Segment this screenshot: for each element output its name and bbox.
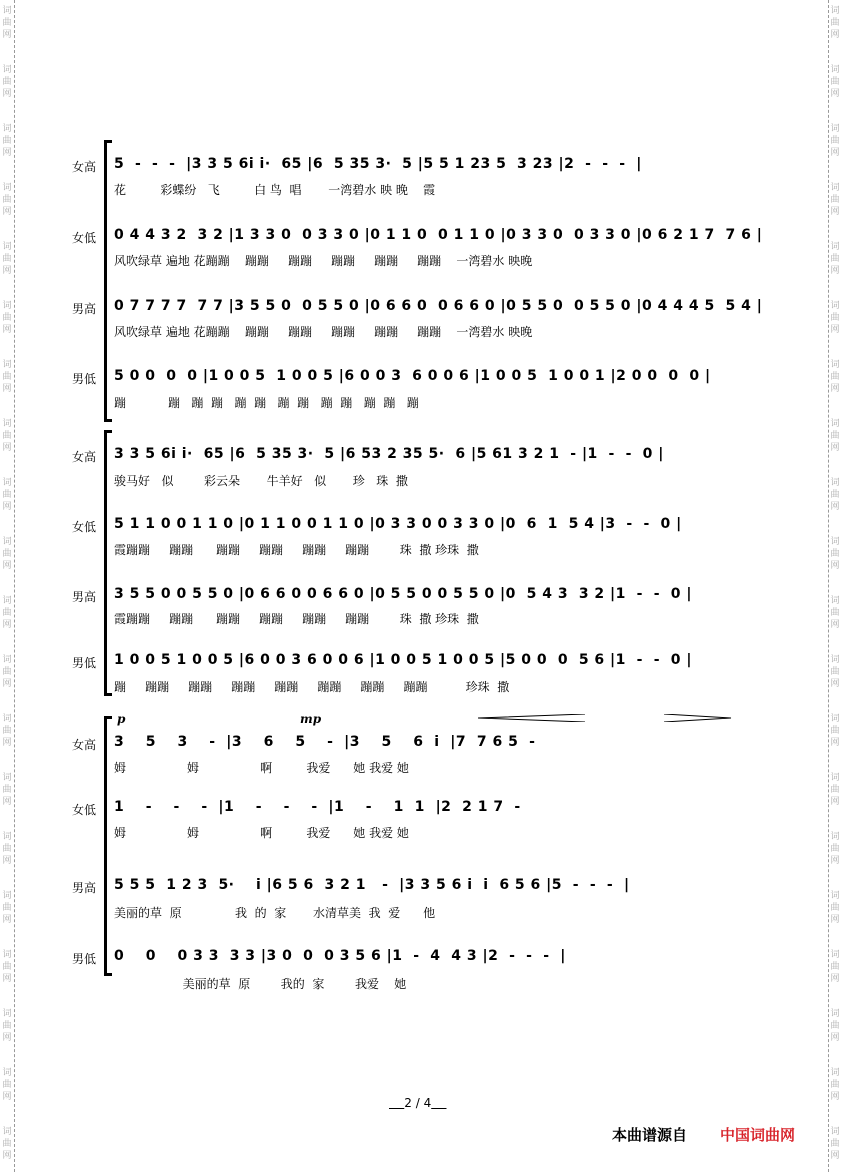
watermark-glyph: 网 bbox=[2, 974, 12, 984]
watermark-glyph: 网 bbox=[2, 915, 12, 925]
watermark-glyph: 词 bbox=[2, 65, 12, 75]
watermark-glyph: 曲 bbox=[2, 77, 12, 87]
watermark-glyph: 词 bbox=[830, 773, 840, 783]
watermark-glyph: 曲 bbox=[2, 1080, 12, 1090]
watermark-glyph: 词 bbox=[830, 6, 840, 16]
watermark-glyph: 网 bbox=[830, 974, 840, 984]
watermark-glyph: 曲 bbox=[830, 1080, 840, 1090]
staff-notes: 5 1 1 0 0 1 1 0 |0 1 1 0 0 1 1 0 |0 3 3 0 0 3 3 0 |0 6 1 5 4 |3 - - 0 | bbox=[114, 516, 682, 532]
watermark-glyph: 网 bbox=[830, 561, 840, 571]
watermark-glyph: 曲 bbox=[2, 962, 12, 972]
right-edge-strip bbox=[828, 0, 843, 1172]
watermark-glyph: 曲 bbox=[830, 313, 840, 323]
watermark-glyph: 网 bbox=[2, 856, 12, 866]
part-label-bass: 男低 bbox=[72, 656, 97, 670]
staff-lyrics: 美丽的草 原 我的 家 我爱 她 bbox=[114, 977, 407, 991]
watermark-glyph: 曲 bbox=[2, 608, 12, 618]
watermark-glyph: 曲 bbox=[2, 18, 12, 28]
watermark-glyph: 词 bbox=[2, 714, 12, 724]
watermark-glyph: 词 bbox=[830, 714, 840, 724]
watermark-glyph: 网 bbox=[830, 443, 840, 453]
watermark-glyph: 曲 bbox=[2, 903, 12, 913]
staff-notes: 3 5 3 - |3 6 5 - |3 5 6 i |7 7 6 5 - bbox=[114, 734, 536, 750]
watermark-glyph: 网 bbox=[830, 1033, 840, 1043]
watermark-glyph: 曲 bbox=[830, 490, 840, 500]
watermark-glyph: 曲 bbox=[2, 667, 12, 677]
crescendo-hairpin bbox=[478, 714, 586, 722]
watermark-glyph: 网 bbox=[2, 1151, 12, 1161]
watermark-glyph: 网 bbox=[2, 620, 12, 630]
staff-lyrics: 花 彩蝶纷 飞 白 鸟 唱 一湾碧水 映 晚 霞 bbox=[114, 183, 436, 197]
staff-lyrics: 姆 姆 啊 我爱 她 我爱 她 bbox=[114, 761, 409, 775]
watermark-glyph: 词 bbox=[830, 596, 840, 606]
watermark-glyph: 词 bbox=[830, 655, 840, 665]
staff-notes: 1 - - - |1 - - - |1 - 1 1 |2 2 1 7 - bbox=[114, 799, 521, 815]
watermark-glyph: 网 bbox=[2, 384, 12, 394]
watermark-glyph: 词 bbox=[830, 950, 840, 960]
part-label-tenor: 男高 bbox=[72, 881, 97, 895]
watermark-glyph: 网 bbox=[830, 384, 840, 394]
watermark-glyph: 词 bbox=[830, 419, 840, 429]
staff-lyrics: 姆 姆 啊 我爱 她 我爱 她 bbox=[114, 826, 409, 840]
source-brand-link[interactable]: 中国词曲网 bbox=[720, 1126, 796, 1144]
watermark-glyph: 词 bbox=[830, 478, 840, 488]
watermark-glyph: 网 bbox=[2, 561, 12, 571]
watermark-glyph: 曲 bbox=[830, 549, 840, 559]
watermark-glyph: 词 bbox=[2, 183, 12, 193]
part-label-bass: 男低 bbox=[72, 952, 97, 966]
watermark-glyph: 网 bbox=[2, 148, 12, 158]
watermark-glyph: 网 bbox=[830, 620, 840, 630]
watermark-glyph: 词 bbox=[2, 124, 12, 134]
watermark-glyph: 网 bbox=[830, 266, 840, 276]
watermark-glyph: 网 bbox=[2, 30, 12, 40]
watermark-glyph: 网 bbox=[830, 679, 840, 689]
system-brace bbox=[104, 718, 107, 974]
watermark-glyph: 词 bbox=[2, 596, 12, 606]
left-edge-strip bbox=[0, 0, 15, 1172]
watermark-glyph: 网 bbox=[830, 148, 840, 158]
staff-lyrics: 美丽的草 原 我 的 家 水清草美 我 爱 他 bbox=[114, 906, 436, 920]
watermark-glyph: 词 bbox=[830, 183, 840, 193]
watermark-glyph: 网 bbox=[830, 325, 840, 335]
part-label-soprano: 女高 bbox=[72, 450, 97, 464]
staff-notes: 5 5 5 1 2 3 5· i |6 5 6 3 2 1 - |3 3 5 6 i i 6 5 6 |5 - - - | bbox=[114, 877, 630, 893]
watermark-glyph: 词 bbox=[2, 301, 12, 311]
watermark-glyph: 曲 bbox=[830, 136, 840, 146]
dynamic-marking: p bbox=[117, 712, 126, 726]
part-label-soprano: 女高 bbox=[72, 738, 97, 752]
watermark-glyph: 曲 bbox=[2, 195, 12, 205]
watermark-glyph: 网 bbox=[2, 679, 12, 689]
watermark-glyph: 网 bbox=[2, 207, 12, 217]
watermark-glyph: 网 bbox=[830, 207, 840, 217]
system-brace bbox=[104, 142, 107, 420]
watermark-glyph: 词 bbox=[2, 1068, 12, 1078]
watermark-glyph: 网 bbox=[830, 502, 840, 512]
watermark-glyph: 词 bbox=[2, 419, 12, 429]
watermark-glyph: 网 bbox=[830, 797, 840, 807]
watermark-glyph: 网 bbox=[2, 502, 12, 512]
watermark-glyph: 网 bbox=[2, 266, 12, 276]
system-brace bbox=[104, 432, 107, 694]
watermark-glyph: 词 bbox=[2, 891, 12, 901]
watermark-glyph: 曲 bbox=[830, 1139, 840, 1149]
staff-lyrics: 风吹绿草 遍地 花蹦蹦 蹦蹦 蹦蹦 蹦蹦 蹦蹦 蹦蹦 一湾碧水 映晚 bbox=[114, 325, 533, 339]
part-label-tenor: 男高 bbox=[72, 302, 97, 316]
watermark-glyph: 网 bbox=[830, 1151, 840, 1161]
staff-lyrics: 风吹绿草 遍地 花蹦蹦 蹦蹦 蹦蹦 蹦蹦 蹦蹦 蹦蹦 一湾碧水 映晚 bbox=[114, 254, 533, 268]
part-label-alto: 女低 bbox=[72, 520, 97, 534]
watermark-glyph: 网 bbox=[830, 856, 840, 866]
watermark-glyph: 网 bbox=[2, 738, 12, 748]
staff-notes: 0 0 0 3 3 3 3 |3 0 0 0 3 5 6 |1 - 4 4 3 |2 - - - | bbox=[114, 948, 566, 964]
watermark-glyph: 曲 bbox=[2, 313, 12, 323]
watermark-glyph: 网 bbox=[830, 89, 840, 99]
staff-lyrics: 蹦 蹦 蹦 蹦 蹦 蹦 蹦 蹦 蹦 蹦 蹦 蹦 蹦 bbox=[114, 396, 419, 410]
watermark-glyph: 词 bbox=[2, 950, 12, 960]
watermark-glyph: 曲 bbox=[830, 254, 840, 264]
staff-notes: 0 7 7 7 7 7 7 |3 5 5 0 0 5 5 0 |0 6 6 0 0 6 6 0 |0 5 5 0 0 5 5 0 |0 4 4 4 5 5 4 | bbox=[114, 298, 763, 314]
watermark-glyph: 曲 bbox=[2, 254, 12, 264]
part-label-tenor: 男高 bbox=[72, 590, 97, 604]
decrescendo-hairpin bbox=[664, 714, 732, 722]
watermark-glyph: 网 bbox=[2, 325, 12, 335]
watermark-glyph: 曲 bbox=[830, 903, 840, 913]
watermark-glyph: 网 bbox=[830, 30, 840, 40]
watermark-glyph: 曲 bbox=[2, 844, 12, 854]
watermark-glyph: 曲 bbox=[2, 490, 12, 500]
watermark-glyph: 词 bbox=[2, 1127, 12, 1137]
watermark-glyph: 词 bbox=[2, 6, 12, 16]
watermark-glyph: 曲 bbox=[830, 18, 840, 28]
watermark-glyph: 曲 bbox=[2, 136, 12, 146]
watermark-glyph: 曲 bbox=[830, 431, 840, 441]
watermark-glyph: 曲 bbox=[830, 844, 840, 854]
watermark-glyph: 词 bbox=[2, 360, 12, 370]
staff-notes: 5 - - - |3 3 5 6i i· 65 |6 5 35 3· 5 |5 5 1 23 5 3 23 |2 - - - | bbox=[114, 156, 642, 172]
watermark-glyph: 曲 bbox=[2, 431, 12, 441]
watermark-glyph: 词 bbox=[2, 478, 12, 488]
staff-notes: 3 3 5 6i i· 65 |6 5 35 3· 5 |6 53 2 35 5· 6 |5 61 3 2 1 - |1 - - 0 | bbox=[114, 446, 664, 462]
watermark-glyph: 词 bbox=[830, 242, 840, 252]
watermark-glyph: 词 bbox=[830, 301, 840, 311]
staff-lyrics: 骏马好 似 彩云朵 牛羊好 似 珍 珠 撒 bbox=[114, 474, 408, 488]
watermark-glyph: 曲 bbox=[830, 785, 840, 795]
watermark-glyph: 曲 bbox=[2, 1021, 12, 1031]
staff-notes: 3 5 5 0 0 5 5 0 |0 6 6 0 0 6 6 0 |0 5 5 0 0 5 5 0 |0 5 4 3 3 2 |1 - - 0 | bbox=[114, 586, 692, 602]
watermark-glyph: 曲 bbox=[2, 726, 12, 736]
watermark-glyph: 曲 bbox=[830, 372, 840, 382]
staff-lyrics: 蹦 蹦蹦 蹦蹦 蹦蹦 蹦蹦 蹦蹦 蹦蹦 蹦蹦 珍珠 撒 bbox=[114, 680, 510, 694]
staff-notes: 1 0 0 5 1 0 0 5 |6 0 0 3 6 0 0 6 |1 0 0 5 1 0 0 5 |5 0 0 0 5 6 |1 - - 0 | bbox=[114, 652, 692, 668]
watermark-glyph: 网 bbox=[2, 1033, 12, 1043]
watermark-glyph: 网 bbox=[2, 1092, 12, 1102]
staff-notes: 0 4 4 3 2 3 2 |1 3 3 0 0 3 3 0 |0 1 1 0 0 1 1 0 |0 3 3 0 0 3 3 0 |0 6 2 1 7 7 6 | bbox=[114, 227, 763, 243]
watermark-glyph: 词 bbox=[2, 655, 12, 665]
watermark-glyph: 网 bbox=[2, 89, 12, 99]
watermark-glyph: 词 bbox=[830, 1068, 840, 1078]
part-label-bass: 男低 bbox=[72, 372, 97, 386]
part-label-alto: 女低 bbox=[72, 231, 97, 245]
watermark-glyph: 曲 bbox=[830, 77, 840, 87]
watermark-glyph: 词 bbox=[830, 832, 840, 842]
staff-lyrics: 霞蹦蹦 蹦蹦 蹦蹦 蹦蹦 蹦蹦 蹦蹦 珠 撒 珍珠 撒 bbox=[114, 543, 479, 557]
watermark-glyph: 曲 bbox=[2, 549, 12, 559]
watermark-glyph: 词 bbox=[830, 124, 840, 134]
watermark-glyph: 词 bbox=[2, 1009, 12, 1019]
watermark-glyph: 词 bbox=[830, 360, 840, 370]
watermark-glyph: 曲 bbox=[2, 785, 12, 795]
watermark-glyph: 曲 bbox=[2, 372, 12, 382]
watermark-glyph: 网 bbox=[830, 915, 840, 925]
watermark-glyph: 词 bbox=[830, 1127, 840, 1137]
watermark-glyph: 曲 bbox=[830, 1021, 840, 1031]
watermark-glyph: 曲 bbox=[830, 962, 840, 972]
staff-lyrics: 霞蹦蹦 蹦蹦 蹦蹦 蹦蹦 蹦蹦 蹦蹦 珠 撒 珍珠 撒 bbox=[114, 612, 479, 626]
watermark-glyph: 网 bbox=[2, 443, 12, 453]
dynamic-marking: mp bbox=[300, 712, 322, 726]
part-label-alto: 女低 bbox=[72, 803, 97, 817]
watermark-glyph: 词 bbox=[2, 773, 12, 783]
watermark-glyph: 网 bbox=[830, 738, 840, 748]
watermark-glyph: 词 bbox=[2, 537, 12, 547]
source-label: 本曲谱源自 bbox=[612, 1126, 688, 1144]
watermark-glyph: 词 bbox=[830, 537, 840, 547]
watermark-glyph: 词 bbox=[2, 242, 12, 252]
part-label-soprano: 女高 bbox=[72, 160, 97, 174]
watermark-glyph: 曲 bbox=[830, 726, 840, 736]
staff-notes: 5 0 0 0 0 |1 0 0 5 1 0 0 5 |6 0 0 3 6 0 0 6 |1 0 0 5 1 0 0 1 |2 0 0 0 0 | bbox=[114, 368, 711, 384]
watermark-glyph: 网 bbox=[2, 797, 12, 807]
watermark-glyph: 网 bbox=[830, 1092, 840, 1102]
page-number bbox=[389, 1096, 446, 1110]
watermark-glyph: 词 bbox=[830, 1009, 840, 1019]
watermark-glyph: 曲 bbox=[830, 667, 840, 677]
watermark-glyph: 曲 bbox=[830, 608, 840, 618]
watermark-glyph: 词 bbox=[830, 891, 840, 901]
watermark-glyph: 词 bbox=[830, 65, 840, 75]
watermark-glyph: 曲 bbox=[830, 195, 840, 205]
watermark-glyph: 词 bbox=[2, 832, 12, 842]
watermark-glyph: 曲 bbox=[2, 1139, 12, 1149]
page-number-text: 2 / 4 bbox=[404, 1096, 432, 1110]
